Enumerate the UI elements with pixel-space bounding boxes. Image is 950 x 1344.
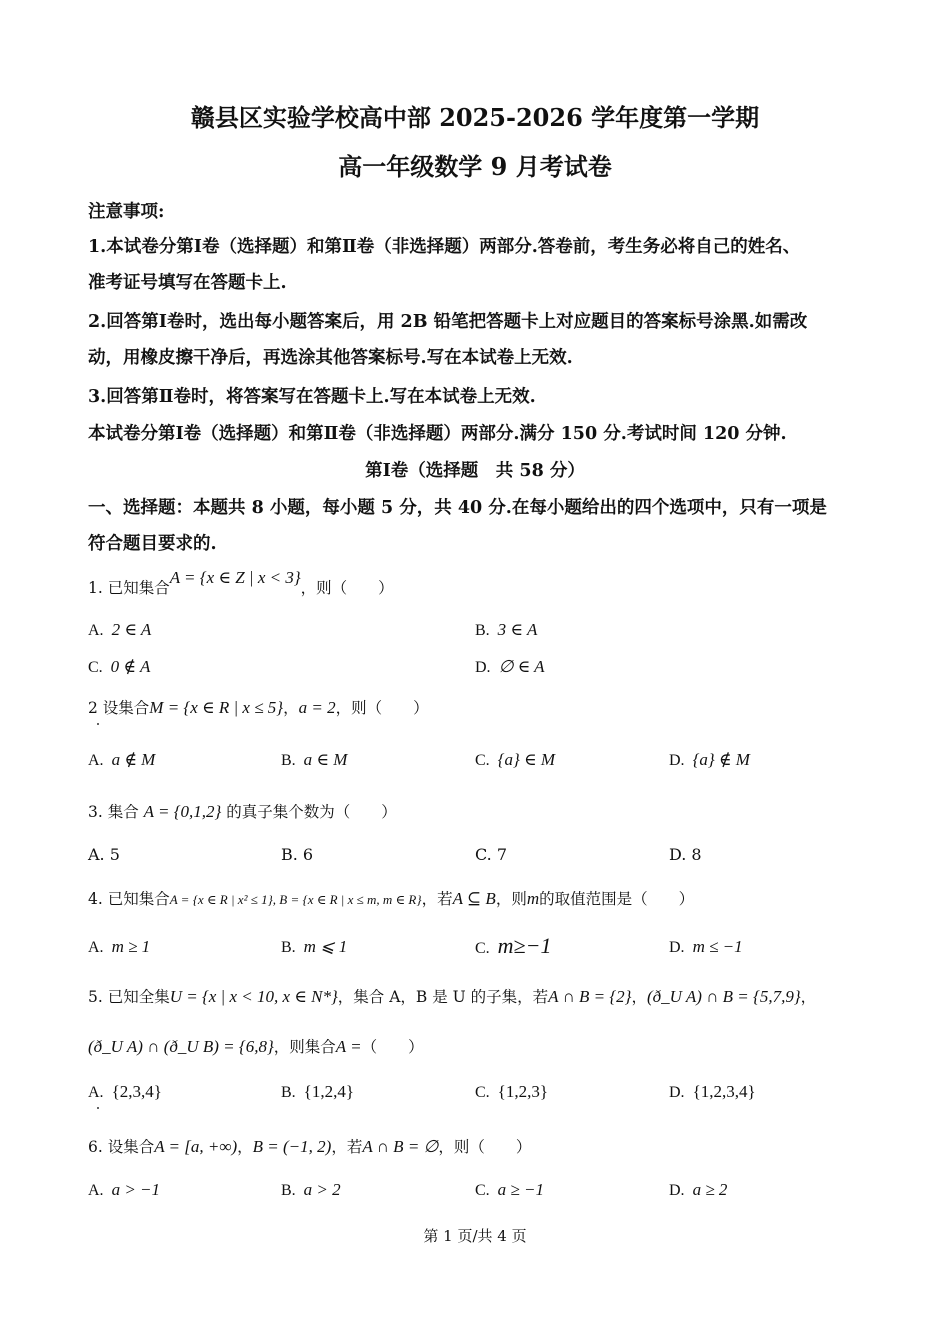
question-5: 5. 已知全集U = {x | x < 10, x ∈ N*}，集合 A，B 是 U 的子集，若A ∩ B = {2}，(ð_U A) ∩ B = {5,7,9}， [88,987,817,1006]
q1-option-c[interactable]: C. 0 ∉ A [88,657,151,676]
q1-option-a[interactable]: A. 2 ∈ A [88,620,152,639]
question-text: 1. 已知集合 [88,579,170,597]
q4-option-d[interactable]: D. m ≤ −1 [669,937,743,956]
q3-option-d[interactable]: D. 8 [669,845,702,864]
notice-line-5: 3.回答第Ⅱ卷时，将答案写在答题卡上.写在本试卷上无效. [88,387,536,407]
q2-option-d[interactable]: D. {a} ∉ M [669,750,750,769]
question-text: ，则（ ） [300,579,394,597]
q2-option-a[interactable]: A. a ∉ M [88,750,156,769]
section-title: 第Ⅰ卷（选择题 共 58 分） [365,461,585,481]
q3-option-b[interactable]: B. 6 [281,845,314,864]
q3-option-a[interactable]: A. 5 [88,845,120,864]
question-5-line-2: (ð_U A) ∩ (ð_U B) = {6,8}，则集合A =（ ） [88,1037,424,1056]
q4-option-c[interactable]: C. m≥−1 [475,933,552,958]
question-4: 4. 已知集合A = {x ∈ R | x² ≤ 1}, B = {x ∈ R | x ≤ m, m ∈ R}，若A ⊆ B，则m的取值范围是（ ） [88,889,695,908]
q6-option-b[interactable]: B. a > 2 [281,1180,341,1199]
q6-option-a[interactable]: A. a > −1 [88,1180,161,1199]
question-2: 2 设集合M = {x ∈ R | x ≤ 5}，a = 2，则（ ） [88,698,429,717]
notice-line-4: 动，用橡皮擦干净后，再选涂其他答案标号.写在本试卷上无效. [88,348,573,368]
math-expression: A = {x ∈ Z | x < 3} [169,568,301,587]
page-footer: 第 1 页/共 4 页 [423,1227,527,1245]
exam-title-line1: 赣县区实验学校高中部 2025-2026 学年度第一学期 [190,103,760,132]
q6-option-d[interactable]: D. a ≥ 2 [669,1180,728,1199]
question-6: 6. 设集合A = [a, +∞)，B = (−1, 2)，若A ∩ B = ∅，则（ ） [88,1137,532,1156]
q5-option-a[interactable]: A. {2,3,4} [88,1082,162,1101]
q2-option-b[interactable]: B. a ∈ M [281,750,348,769]
question-3: 3. 集合 A = {0,1,2} 的真子集个数为（ ） [88,802,397,821]
q1-option-b[interactable]: B. 3 ∈ A [475,620,538,639]
q5-option-d[interactable]: D. {1,2,3,4} [669,1082,756,1101]
q4-option-b[interactable]: B. m ⩽ 1 [281,937,348,956]
notice-line-3: 2.回答第Ⅰ卷时，选出每小题答案后，用 2B 铅笔把答题卡上对应题目的答案标号涂黑.如需改 [88,312,808,332]
notice-heading: 注意事项: [88,202,165,222]
q6-option-c[interactable]: C. a ≥ −1 [475,1180,544,1199]
q1-option-d[interactable]: D. ∅ ∈ A [475,657,545,676]
section-intro-2: 符合题目要求的. [88,534,217,554]
q5-option-c[interactable]: C. {1,2,3} [475,1082,548,1101]
q2-option-c[interactable]: C. {a} ∈ M [475,750,556,769]
q4-option-a[interactable]: A. m ≥ 1 [88,937,151,956]
question-1 [88,568,394,598]
q3-option-c[interactable]: C. 7 [475,845,508,864]
exam-title-line2: 高一年级数学 9 月考试卷 [338,152,612,181]
section-intro-1: 一、选择题：本题共 8 小题，每小题 5 分，共 40 分.在每小题给出的四个选项中，只有一项是 [88,498,827,518]
notice-line-1: 1.本试卷分第Ⅰ卷（选择题）和第Ⅱ卷（非选择题）两部分.答卷前，考生务必将自己的姓名、 [88,237,801,257]
notice-line-6: 本试卷分第Ⅰ卷（选择题）和第Ⅱ卷（非选择题）两部分.满分 150 分.考试时间 120 分钟. [88,424,787,444]
q5-option-b[interactable]: B. {1,2,4} [281,1082,354,1101]
notice-line-2: 准考证号填写在答题卡上. [88,273,287,293]
